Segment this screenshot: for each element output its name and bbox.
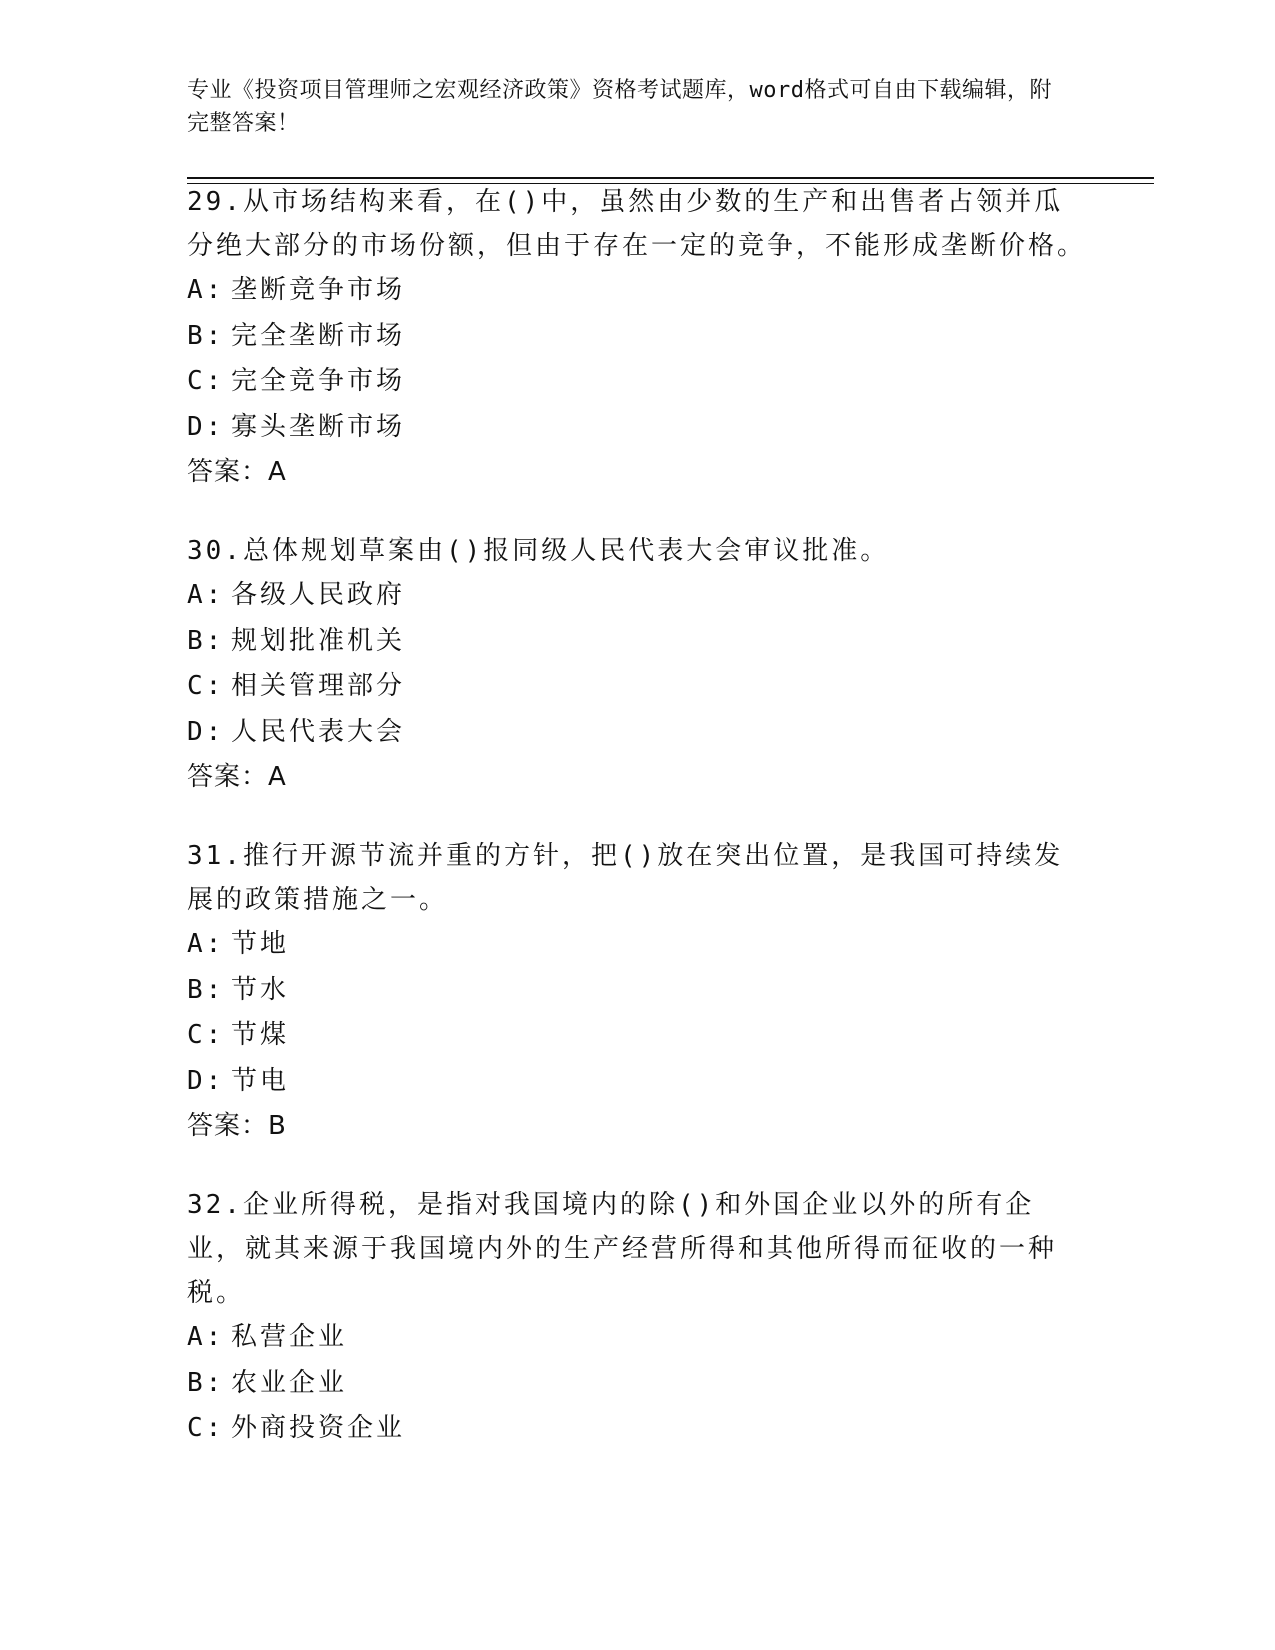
option-c xyxy=(187,1013,1087,1059)
option-label: A: xyxy=(187,275,225,305)
option-label: A: xyxy=(187,1322,225,1352)
option-text: 私营企业 xyxy=(231,1322,348,1352)
option-label: B: xyxy=(187,625,225,656)
answer-line: 答案：B xyxy=(187,1111,287,1141)
option-a xyxy=(187,922,1087,968)
answer-line: 答案：A xyxy=(187,457,287,487)
option-d xyxy=(187,1059,1087,1105)
option-label: D: xyxy=(187,411,225,442)
option-text: 节地 xyxy=(231,929,290,959)
option-label: C: xyxy=(187,1020,225,1050)
question-29 xyxy=(187,180,1087,496)
option-b xyxy=(187,619,1087,665)
question-31 xyxy=(187,834,1087,1150)
option-text: 完全竞争市场 xyxy=(231,366,406,396)
option-label: C: xyxy=(187,1413,225,1443)
option-text: 农业企业 xyxy=(231,1367,348,1398)
option-c xyxy=(187,359,1087,405)
option-text: 相关管理部分 xyxy=(231,671,406,701)
option-label: D: xyxy=(187,1065,225,1096)
option-text: 寡头垄断市场 xyxy=(231,411,406,442)
option-label: B: xyxy=(187,974,225,1005)
option-d xyxy=(187,405,1087,451)
option-label: D: xyxy=(187,716,225,747)
option-text: 垄断竞争市场 xyxy=(231,275,406,305)
header-divider-thick xyxy=(187,177,1154,179)
option-b xyxy=(187,1361,1087,1407)
option-c xyxy=(187,1406,1087,1452)
option-label: B: xyxy=(187,320,225,351)
option-text: 节电 xyxy=(231,1065,290,1096)
option-text: 规划批准机关 xyxy=(231,625,406,656)
option-label: B: xyxy=(187,1367,225,1398)
option-b xyxy=(187,314,1087,360)
option-a xyxy=(187,1315,1087,1361)
option-text: 完全垄断市场 xyxy=(231,320,406,351)
question-stem: 32.企业所得税，是指对我国境内的除()和外国企业以外的所有企业，就其来源于我国境内外的生产经营所得和其他所得而征收的一种税。 xyxy=(187,1190,1058,1308)
option-text: 外商投资企业 xyxy=(231,1413,406,1443)
question-30 xyxy=(187,529,1087,801)
option-a xyxy=(187,573,1087,619)
option-label: C: xyxy=(187,671,225,701)
option-a xyxy=(187,268,1087,314)
option-c xyxy=(187,664,1087,710)
question-stem: 30.总体规划草案由()报同级人民代表大会审议批准。 xyxy=(187,536,890,566)
option-label: C: xyxy=(187,366,225,396)
question-stem: 31.推行开源节流并重的方针，把()放在突出位置，是我国可持续发展的政策措施之一。 xyxy=(187,841,1064,915)
option-text: 节煤 xyxy=(231,1020,290,1050)
answer-line: 答案：A xyxy=(187,762,287,792)
option-label: A: xyxy=(187,929,225,959)
document-header: 专业《投资项目管理师之宏观经济政策》资格考试题库，word格式可自由下载编辑，附完整答案！ xyxy=(187,78,1052,136)
option-text: 节水 xyxy=(231,974,290,1005)
option-text: 各级人民政府 xyxy=(231,580,406,610)
option-d xyxy=(187,710,1087,756)
option-b xyxy=(187,968,1087,1014)
question-32 xyxy=(187,1183,1087,1452)
option-label: A: xyxy=(187,580,225,610)
option-text: 人民代表大会 xyxy=(231,716,406,747)
question-stem: 29.从市场结构来看，在()中，虽然由少数的生产和出售者占领并瓜分绝大部分的市场份额，但由于存在一定的竞争，不能形成垄断价格。 xyxy=(187,187,1087,261)
